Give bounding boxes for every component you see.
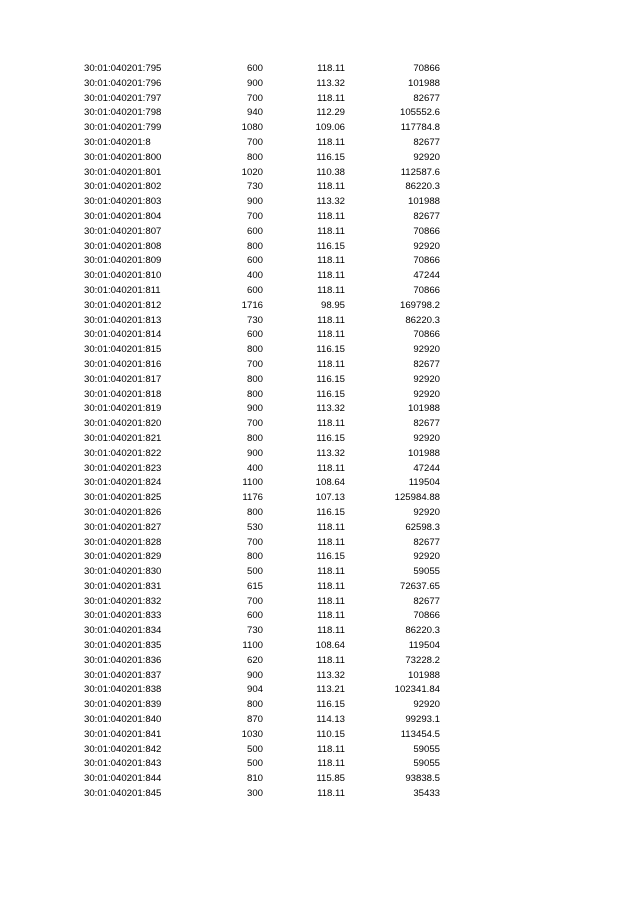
amount-cell: 47244: [413, 462, 440, 474]
table-row: [0, 254, 640, 269]
area-cell: 730: [246, 181, 263, 193]
area-cell: 730: [246, 314, 263, 326]
area-cell: 400: [246, 270, 263, 282]
table-row: [0, 166, 640, 181]
amount-cell: 92920: [413, 388, 440, 400]
table-row: [0, 328, 640, 343]
area-cell: 615: [246, 580, 263, 592]
cadastral-number-cell: 30:01:040201:795: [84, 63, 162, 74]
amount-cell: 82677: [413, 536, 440, 548]
area-cell: 800: [246, 699, 263, 711]
area-cell: 730: [246, 625, 263, 637]
table-row: [0, 121, 640, 136]
amount-cell: 101988: [407, 77, 440, 89]
rate-cell: 113.32: [316, 196, 345, 208]
table-row: [0, 432, 640, 447]
area-cell: 700: [246, 418, 263, 430]
cadastral-number-cell: 30:01:040201:796: [84, 77, 162, 89]
rate-cell: 115.85: [316, 773, 345, 785]
rate-cell: 110.15: [316, 728, 345, 740]
cadastral-number-cell: 30:01:040201:833: [84, 610, 162, 622]
rate-cell: 116.15: [316, 699, 345, 711]
area-cell: 600: [246, 63, 263, 74]
table-row: [0, 521, 640, 536]
rate-cell: 118.11: [317, 358, 345, 370]
table-row: [0, 240, 640, 255]
area-cell: 600: [246, 255, 263, 267]
rate-cell: 118.11: [317, 92, 345, 104]
area-cell: 700: [246, 136, 263, 148]
cadastral-number-cell: 30:01:040201:824: [84, 477, 162, 489]
rate-cell: 113.32: [316, 669, 345, 681]
rate-cell: 118.11: [317, 284, 345, 296]
cadastral-number-cell: 30:01:040201:843: [84, 758, 162, 770]
amount-cell: 92920: [413, 240, 440, 252]
rate-cell: 113.32: [316, 447, 345, 459]
area-cell: 1030: [241, 728, 263, 740]
area-cell: 500: [246, 758, 263, 770]
cadastral-number-cell: 30:01:040201:837: [84, 669, 162, 681]
area-cell: 900: [246, 447, 263, 459]
cadastral-number-cell: 30:01:040201:825: [84, 492, 162, 504]
cadastral-number-cell: 30:01:040201:804: [84, 210, 162, 222]
amount-cell: 82677: [413, 595, 440, 607]
table-row: [0, 195, 640, 210]
table-row: [0, 580, 640, 595]
area-cell: 600: [246, 329, 263, 341]
cadastral-number-cell: 30:01:040201:814: [84, 329, 162, 341]
area-cell: 500: [246, 743, 263, 755]
table-row: [0, 772, 640, 787]
amount-cell: 70866: [413, 284, 440, 296]
rate-cell: 112.29: [316, 107, 345, 119]
table-row: [0, 654, 640, 669]
cadastral-number-cell: 30:01:040201:815: [84, 344, 162, 356]
area-cell: 800: [246, 151, 263, 163]
rate-cell: 118.11: [317, 63, 345, 74]
table-row: [0, 180, 640, 195]
cadastral-number-cell: 30:01:040201:816: [84, 358, 162, 370]
cadastral-number-cell: 30:01:040201:809: [84, 255, 162, 267]
area-cell: 1100: [242, 640, 263, 652]
table-row: [0, 77, 640, 92]
amount-cell: 70866: [413, 225, 440, 237]
amount-cell: 125984.88: [394, 492, 440, 504]
cadastral-number-cell: 30:01:040201:810: [84, 270, 162, 282]
rate-cell: 110.38: [316, 166, 345, 178]
amount-cell: 59055: [413, 566, 440, 578]
rate-cell: 116.15: [316, 151, 345, 163]
table-row: [0, 106, 640, 121]
cadastral-number-cell: 30:01:040201:845: [84, 788, 162, 800]
area-cell: 1176: [242, 492, 263, 504]
table-row: [0, 299, 640, 314]
table-row: [0, 417, 640, 432]
rate-cell: 118.11: [317, 758, 345, 770]
amount-cell: 119504: [408, 640, 440, 652]
table-row: [0, 92, 640, 107]
amount-cell: 92920: [413, 699, 440, 711]
cadastral-number-cell: 30:01:040201:844: [84, 773, 162, 785]
area-cell: 800: [246, 388, 263, 400]
amount-cell: 112587.6: [400, 166, 440, 178]
amount-cell: 86220.3: [405, 181, 440, 193]
table-row: [0, 462, 640, 477]
table-row: [0, 388, 640, 403]
cadastral-number-cell: 30:01:040201:821: [84, 432, 162, 444]
rate-cell: 118.11: [317, 270, 345, 282]
amount-cell: 101988: [407, 196, 440, 208]
amount-cell: 86220.3: [405, 625, 440, 637]
cadastral-number-cell: 30:01:040201:8: [84, 136, 151, 148]
area-cell: 700: [246, 536, 263, 548]
amount-cell: 47244: [413, 270, 440, 282]
rate-cell: 113.32: [316, 403, 345, 415]
rate-cell: 116.15: [316, 432, 345, 444]
cadastral-number-cell: 30:01:040201:798: [84, 107, 162, 119]
rate-cell: 118.11: [317, 610, 345, 622]
cadastral-number-cell: 30:01:040201:803: [84, 196, 162, 208]
cadastral-number-cell: 30:01:040201:823: [84, 462, 162, 474]
amount-cell: 92920: [413, 151, 440, 163]
amount-cell: 70866: [413, 329, 440, 341]
table-row: [0, 402, 640, 417]
area-cell: 900: [246, 403, 263, 415]
area-cell: 300: [246, 788, 263, 800]
area-cell: 400: [246, 462, 263, 474]
rate-cell: 118.11: [317, 625, 345, 637]
amount-cell: 101988: [407, 447, 440, 459]
cadastral-number-cell: 30:01:040201:831: [84, 580, 162, 592]
rate-cell: 118.11: [317, 418, 345, 430]
area-cell: 940: [246, 107, 263, 119]
rate-cell: 116.15: [316, 373, 345, 385]
amount-cell: 70866: [413, 610, 440, 622]
rate-cell: 118.11: [317, 566, 345, 578]
cadastral-number-cell: 30:01:040201:828: [84, 536, 162, 548]
rate-cell: 118.11: [317, 788, 345, 800]
rate-cell: 118.11: [317, 181, 345, 193]
cadastral-number-cell: 30:01:040201:808: [84, 240, 162, 252]
area-cell: 600: [246, 225, 263, 237]
table-row: [0, 343, 640, 358]
table-row: [0, 225, 640, 240]
amount-cell: 92920: [413, 344, 440, 356]
rate-cell: 118.11: [317, 521, 345, 533]
amount-cell: 113454.5: [400, 728, 440, 740]
amount-cell: 101988: [407, 669, 440, 681]
amount-cell: 59055: [413, 743, 440, 755]
cadastral-number-cell: 30:01:040201:797: [84, 92, 162, 104]
cadastral-number-cell: 30:01:040201:840: [84, 714, 162, 726]
cadastral-number-cell: 30:01:040201:838: [84, 684, 162, 696]
data-table: [0, 62, 640, 802]
amount-cell: 92920: [413, 506, 440, 518]
cadastral-number-cell: 30:01:040201:807: [84, 225, 162, 237]
area-cell: 1080: [241, 122, 263, 134]
area-cell: 600: [246, 610, 263, 622]
table-row: [0, 743, 640, 758]
rate-cell: 118.11: [317, 314, 345, 326]
amount-cell: 62598.3: [405, 521, 440, 533]
amount-cell: 73228.2: [405, 654, 440, 666]
cadastral-number-cell: 30:01:040201:817: [84, 373, 162, 385]
rate-cell: 118.11: [317, 225, 345, 237]
rate-cell: 116.15: [316, 344, 345, 356]
table-row: [0, 698, 640, 713]
amount-cell: 92920: [413, 551, 440, 563]
table-row: [0, 550, 640, 565]
area-cell: 800: [246, 506, 263, 518]
cadastral-number-cell: 30:01:040201:836: [84, 654, 162, 666]
table-row: [0, 62, 640, 77]
cadastral-number-cell: 30:01:040201:811: [84, 284, 161, 296]
rate-cell: 118.11: [317, 255, 345, 267]
table-row: [0, 314, 640, 329]
rate-cell: 116.15: [316, 240, 345, 252]
table-row: [0, 269, 640, 284]
rate-cell: 118.11: [317, 595, 345, 607]
table-row: [0, 491, 640, 506]
table-row: [0, 787, 640, 802]
table-row: [0, 713, 640, 728]
amount-cell: 86220.3: [405, 314, 440, 326]
cadastral-number-cell: 30:01:040201:818: [84, 388, 162, 400]
area-cell: 800: [246, 551, 263, 563]
amount-cell: 102341.84: [394, 684, 440, 696]
rate-cell: 118.11: [317, 462, 345, 474]
cadastral-number-cell: 30:01:040201:800: [84, 151, 162, 163]
cadastral-number-cell: 30:01:040201:819: [84, 403, 162, 415]
table-row: [0, 284, 640, 299]
rate-cell: 108.64: [315, 477, 345, 489]
cadastral-number-cell: 30:01:040201:822: [84, 447, 162, 459]
table-row: [0, 358, 640, 373]
area-cell: 1716: [241, 299, 263, 311]
rate-cell: 118.11: [317, 136, 345, 148]
area-cell: 700: [246, 210, 263, 222]
amount-cell: 82677: [413, 418, 440, 430]
amount-cell: 82677: [413, 136, 440, 148]
cadastral-number-cell: 30:01:040201:830: [84, 566, 162, 578]
area-cell: 530: [246, 521, 263, 533]
area-cell: 700: [246, 92, 263, 104]
rate-cell: 118.11: [317, 210, 345, 222]
rate-cell: 116.15: [316, 388, 345, 400]
cadastral-number-cell: 30:01:040201:841: [84, 728, 162, 740]
rate-cell: 108.64: [315, 640, 345, 652]
rate-cell: 118.11: [317, 743, 345, 755]
area-cell: 904: [246, 684, 263, 696]
table-row: [0, 565, 640, 580]
cadastral-number-cell: 30:01:040201:799: [84, 122, 162, 134]
cadastral-number-cell: 30:01:040201:829: [84, 551, 162, 563]
table-row: [0, 447, 640, 462]
area-cell: 600: [246, 284, 263, 296]
table-row: [0, 373, 640, 388]
area-cell: 900: [246, 669, 263, 681]
rate-cell: 118.11: [317, 536, 345, 548]
amount-cell: 72637.65: [399, 580, 440, 592]
table-row: [0, 136, 640, 151]
amount-cell: 99293.1: [405, 714, 440, 726]
area-cell: 700: [246, 595, 263, 607]
rate-cell: 118.11: [317, 654, 345, 666]
amount-cell: 70866: [413, 255, 440, 267]
amount-cell: 70866: [413, 63, 440, 74]
area-cell: 700: [246, 358, 263, 370]
area-cell: 810: [246, 773, 263, 785]
cadastral-number-cell: 30:01:040201:835: [84, 640, 162, 652]
amount-cell: 82677: [413, 358, 440, 370]
amount-cell: 101988: [407, 403, 440, 415]
cadastral-number-cell: 30:01:040201:827: [84, 521, 162, 533]
rate-cell: 118.11: [317, 329, 345, 341]
rate-cell: 118.11: [317, 580, 345, 592]
amount-cell: 119504: [408, 477, 440, 489]
table-row: [0, 595, 640, 610]
cadastral-number-cell: 30:01:040201:802: [84, 181, 162, 193]
table-row: [0, 757, 640, 772]
cadastral-number-cell: 30:01:040201:826: [84, 506, 162, 518]
area-cell: 900: [246, 196, 263, 208]
table-row: [0, 210, 640, 225]
area-cell: 1020: [241, 166, 263, 178]
amount-cell: 169798.2: [399, 299, 440, 311]
cadastral-number-cell: 30:01:040201:820: [84, 418, 162, 430]
rate-cell: 98.95: [320, 299, 345, 311]
rate-cell: 113.32: [316, 77, 345, 89]
area-cell: 870: [246, 714, 263, 726]
table-row: [0, 728, 640, 743]
area-cell: 800: [246, 240, 263, 252]
amount-cell: 59055: [413, 758, 440, 770]
amount-cell: 105552.6: [399, 107, 440, 119]
amount-cell: 82677: [413, 210, 440, 222]
table-row: [0, 624, 640, 639]
table-row: [0, 639, 640, 654]
amount-cell: 92920: [413, 373, 440, 385]
cadastral-number-cell: 30:01:040201:801: [84, 166, 162, 178]
rate-cell: 113.21: [316, 684, 345, 696]
cadastral-number-cell: 30:01:040201:813: [84, 314, 162, 326]
area-cell: 620: [246, 654, 263, 666]
amount-cell: 82677: [413, 92, 440, 104]
area-cell: 500: [246, 566, 263, 578]
cadastral-number-cell: 30:01:040201:842: [84, 743, 162, 755]
amount-cell: 93838.5: [405, 773, 440, 785]
area-cell: 800: [246, 373, 263, 385]
table-row: [0, 506, 640, 521]
amount-cell: 35433: [413, 788, 440, 800]
amount-cell: 117784.8: [400, 122, 440, 134]
cadastral-number-cell: 30:01:040201:834: [84, 625, 162, 637]
area-cell: 900: [246, 77, 263, 89]
rate-cell: 109.06: [315, 122, 345, 134]
area-cell: 800: [246, 432, 263, 444]
table-row: [0, 683, 640, 698]
table-row: [0, 669, 640, 684]
rate-cell: 116.15: [316, 551, 345, 563]
cadastral-number-cell: 30:01:040201:839: [84, 699, 162, 711]
area-cell: 1100: [242, 477, 263, 489]
table-row: [0, 536, 640, 551]
amount-cell: 92920: [413, 432, 440, 444]
rate-cell: 107.13: [315, 492, 345, 504]
cadastral-number-cell: 30:01:040201:832: [84, 595, 162, 607]
area-cell: 800: [246, 344, 263, 356]
rate-cell: 114.13: [316, 714, 345, 726]
rate-cell: 116.15: [316, 506, 345, 518]
table-row: [0, 476, 640, 491]
table-row: [0, 609, 640, 624]
table-row: [0, 151, 640, 166]
cadastral-number-cell: 30:01:040201:812: [84, 299, 162, 311]
